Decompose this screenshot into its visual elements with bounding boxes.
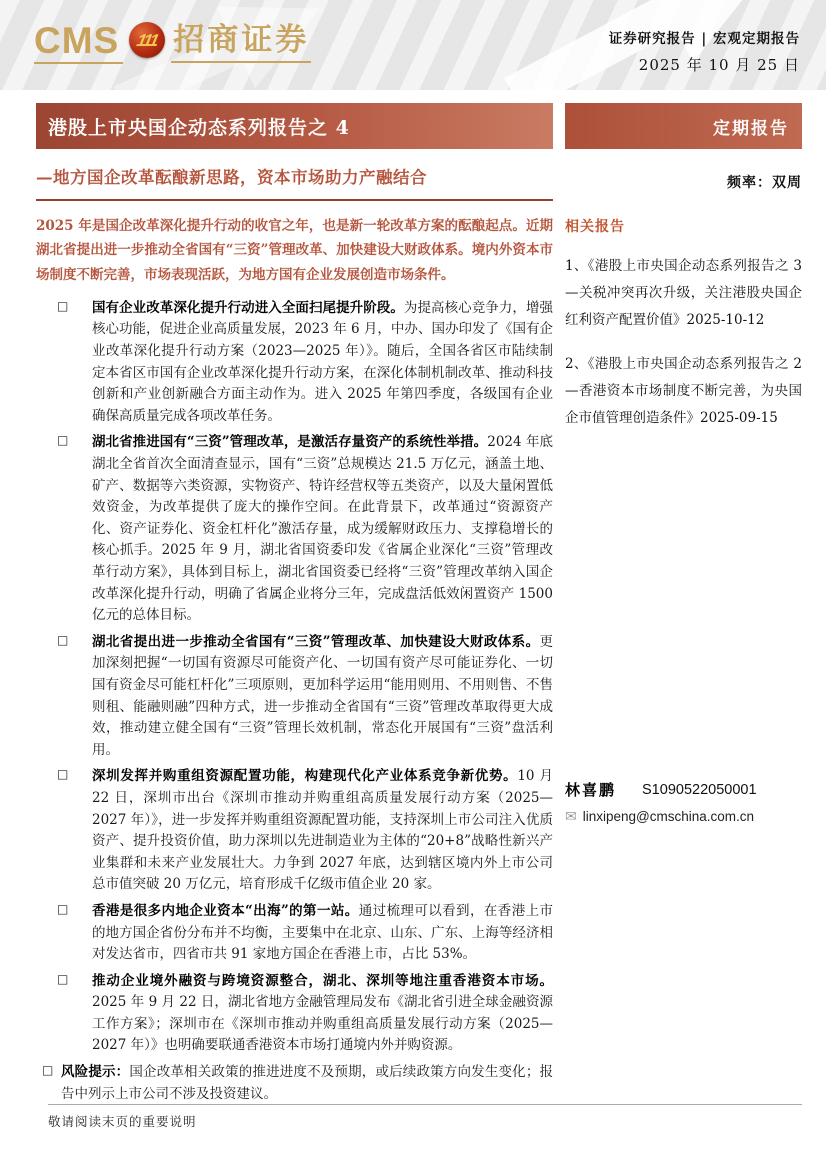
footer-note: 敬请阅读末页的重要说明 (48, 1114, 197, 1129)
list-item-lead: 湖北省推进国有“三资”管理改革，是激活存量资产的系统性举措。 (92, 434, 488, 451)
title-divider (36, 199, 553, 201)
list-item (36, 432, 553, 626)
list-item-body: 2024 年底湖北全省首次全面清查显示，国有“三资”总规模达 21.5 万亿元，涵盖土地、矿产、数据等六类资源，实物资产、特许经营权等五类资产，以及大量闲置低效资金，为改革提供了庞大的操作空间。在此背景下，改革通过“资源资产化、资产证券化、资金杠杆化”激活存量，成为缓解财政压力、支撑稳增长的核心抓手。2025 年 9 月，湖北省国资委印发《省属企业深化“三资”管理改革行动方案》，具体到目标上，湖北省国资委已经将“三资”管理改革纳入国企改革深化提升行动，明确了省属企业将分三年，完成盘活低效闲置资产 1500 亿元的总体目标。 (92, 434, 553, 624)
list-item-lead: 香港是很多内地企业资本“出海”的第一站。 (92, 902, 359, 919)
cms-logo-text: CMS (34, 22, 123, 64)
cms-logo (34, 22, 311, 64)
key-points-list (36, 298, 553, 1105)
list-item-text (92, 971, 553, 1057)
sidebar (565, 103, 802, 824)
analyst-identity (565, 779, 802, 800)
cms-logo-chinese: 招商证券 (171, 23, 311, 63)
list-item-lead: 湖北省提出进一步推动全省国有“三资”管理改革、加快建设大财政体系。 (92, 633, 540, 650)
bullet-square-icon: □ (57, 767, 69, 782)
list-item-text (92, 901, 553, 966)
bullet-square-icon: □ (57, 971, 69, 986)
footer-divider (48, 1104, 802, 1105)
email-icon: ✉ (565, 808, 577, 824)
list-item (36, 632, 553, 762)
report-title: 港股上市央国企动态系列报告之 4 (48, 116, 350, 139)
cms-logo-emblem-icon (129, 22, 165, 58)
list-item-text (92, 298, 553, 428)
analyst-name: 林喜鹏 (565, 781, 617, 799)
report-subtitle: —地方国企改革酝酿新思路，资本市场助力产融结合 (36, 168, 427, 187)
list-item-text (92, 432, 553, 626)
report-summary: 2025 年是国企改革深化提升行动的收官之年，也是新一轮改革方案的酝酿起点。近期湖北省提出进一步推动全省国有“三资”管理改革、加快建设大财政体系。境内外资本市场制度不断完善，市场表现活跃，为地方国有企业发展创造市场条件。 (36, 218, 553, 283)
analyst-email: linxipeng@cmschina.com.cn (582, 809, 755, 824)
list-item (36, 971, 553, 1057)
list-item (36, 901, 553, 966)
risk-notice-body: 国企改革相关政策的推进进度不及预期，或后续政策方向发生变化；报告中列示上市公司不涉及投资建议。 (61, 1064, 554, 1102)
list-item-lead: 推动企业境外融资与跨境资源整合，湖北、深圳等地注重香港资本市场。 (92, 972, 553, 989)
list-item-body: 10 月 22 日，深圳市出台《深圳市推动并购重组高质量发展行动方案（2025—2027 年）》，进一步发挥并购重组资源配置功能，支持深圳上市公司注入优质资产、提升投资价值，助力深圳以先进制造业为主体的“20+8”战略性新兴产业集群和未来产业发展壮大。力争到 2027 年底，达到辖区境内外上市公司总市值突破 20 万亿元，培育形成千亿级市值企业 20 家。 (92, 768, 553, 893)
list-item-body: 为提高核心竞争力，增强核心功能，促进企业高质量发展，2023 年 6 月，中办、国办印发了《国有企业改革深化提升行动方案（2023—2025 年）》。随后，全国各省区市陆续制定本省区市国有企业改革深化提升行动方案，在深化体制机制改革、推动科技创新和产业创新融合方面主动作为。进入 2025 年第四季度，各级国有企业确保高质量完成各项改革任务。 (92, 299, 554, 424)
bullet-square-icon: □ (57, 901, 69, 916)
list-item-body: 2025 年 9 月 22 日，湖北省地方金融管理局发布《湖北省引进全球金融资源工作方案》；深圳市在《深圳市推动并购重组高质量发展行动方案（2025—2027 年）》也明确要联通香港资本市场打通境内外并购资源。 (92, 994, 553, 1054)
list-item-text (92, 766, 553, 896)
related-report-item: 1、《港股上市央国企动态系列报告之 3—关税冲突再次升级，关注港股央国企红利资产配置价值》2025-10-12 (565, 258, 802, 328)
risk-notice-lead: 风险提示： (61, 1064, 130, 1081)
list-item (36, 298, 553, 428)
list-item-lead: 国有企业改革深化提升行动进入全面扫尾提升阶段。 (92, 299, 404, 316)
list-item-text (92, 632, 553, 762)
list-item (36, 766, 553, 896)
report-title-bar (36, 103, 553, 149)
bullet-square-icon: □ (57, 433, 69, 448)
risk-notice (36, 1062, 553, 1105)
analyst-email-row (565, 808, 802, 825)
cms-logo-emblem-text: 111 (135, 30, 160, 50)
page-header (0, 0, 826, 90)
bullet-square-icon: □ (57, 632, 69, 647)
related-report-item: 2、《港股上市央国企动态系列报告之 2—香港资本市场制度不断完善，为央国企市值管理创造条件》2025-09-15 (565, 356, 802, 426)
bullet-square-icon: □ (42, 1063, 54, 1078)
main-column (36, 103, 553, 1110)
report-category: 证券研究报告 | 宏观定期报告 (608, 31, 800, 47)
list-item-body: 通过梳理可以看到，在香港上市的地方国企省份分布并不均衡，主要集中在北京、山东、广东、上海等经济相对发达省市，四省市共 91 家地方国企在香港上市，占比 53%。 (92, 902, 554, 963)
related-reports-title: 相关报告 (565, 219, 625, 235)
frequency-label: 频率：双周 (727, 175, 802, 191)
report-type-badge: 定期报告 (565, 103, 802, 149)
list-item-lead: 深圳发挥并购重组资源配置功能，构建现代化产业体系竞争新优势。 (92, 768, 518, 785)
analyst-block (565, 779, 802, 825)
bullet-square-icon: □ (57, 298, 69, 313)
risk-notice-text (61, 1062, 553, 1105)
list-item-body: 更加深刻把握“一切国有资源尽可能资产化、一切国有资产尽可能证券化、一切国有资金尽可能杠杆化”三项原则，更加科学运用“能用则用、不用则售、不售则租、能融则融”四种方式，进一步推动全省国有“三资”管理改革取得更大成效，推动建立健全国有“三资”管理长效机制，常态化开展国有“三资”盘活利用。 (92, 633, 553, 758)
report-date: 2025 年 10 月 25 日 (638, 56, 800, 74)
analyst-cert-number: S1090522050001 (642, 781, 757, 798)
header-meta (609, 27, 800, 75)
